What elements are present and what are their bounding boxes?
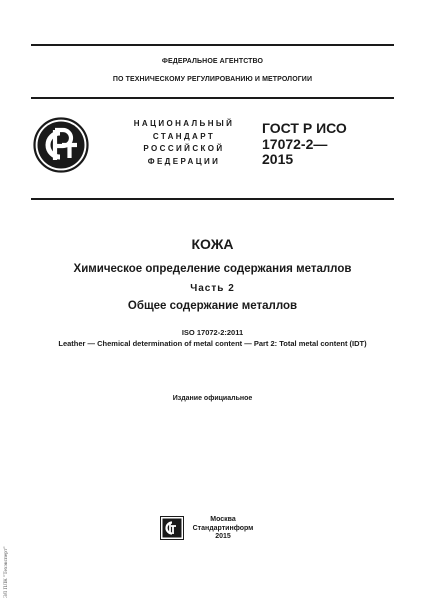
edition-label: Издание официальное [172,395,253,402]
publisher-name: Стандартинформ [192,524,254,532]
standartinform-logo-icon [160,516,184,540]
national-line: ФЕДЕРАЦИИ [147,156,221,166]
iso-english-title: Leather — Chemical determination of metal content — Part 2: Total metal content (IDT) [58,339,367,348]
publisher-info [188,516,258,542]
rst-certification-mark-icon [33,117,89,173]
side-watermark-text: ЭЛ ПЛК "Техэксперт" [3,546,9,598]
document-subtitle: Химическое определение содержания металлов [73,263,352,275]
national-standard-label [110,118,258,168]
standard-designation [262,121,372,168]
agency-line-1: ФЕДЕРАЛЬНОЕ АГЕНТСТВО [161,58,264,65]
publisher-city: Москва [210,516,236,523]
publisher-year: 2015 [215,533,231,540]
designation-line: 2015 [262,151,294,167]
document-title: КОЖА [191,236,234,252]
iso-reference: ISO 17072-2:2011 [181,328,244,337]
header-rule [31,97,394,99]
part-label: Часть 2 [190,283,235,294]
part-title: Общее содержание металлов [127,300,298,312]
national-line: СТАНДАРТ [152,131,216,141]
designation-line: 17072-2— [262,135,328,152]
designation-line: ГОСТ Р ИСО [262,120,347,136]
national-line: РОССИЙСКОЙ [143,144,225,153]
designation-rule [31,198,394,200]
national-line: НАЦИОНАЛЬНЫЙ [133,119,235,128]
agency-line-2: ПО ТЕХНИЧЕСКОМУ РЕГУЛИРОВАНИЮ И МЕТРОЛОГИИ [112,76,313,83]
top-rule [31,44,394,46]
